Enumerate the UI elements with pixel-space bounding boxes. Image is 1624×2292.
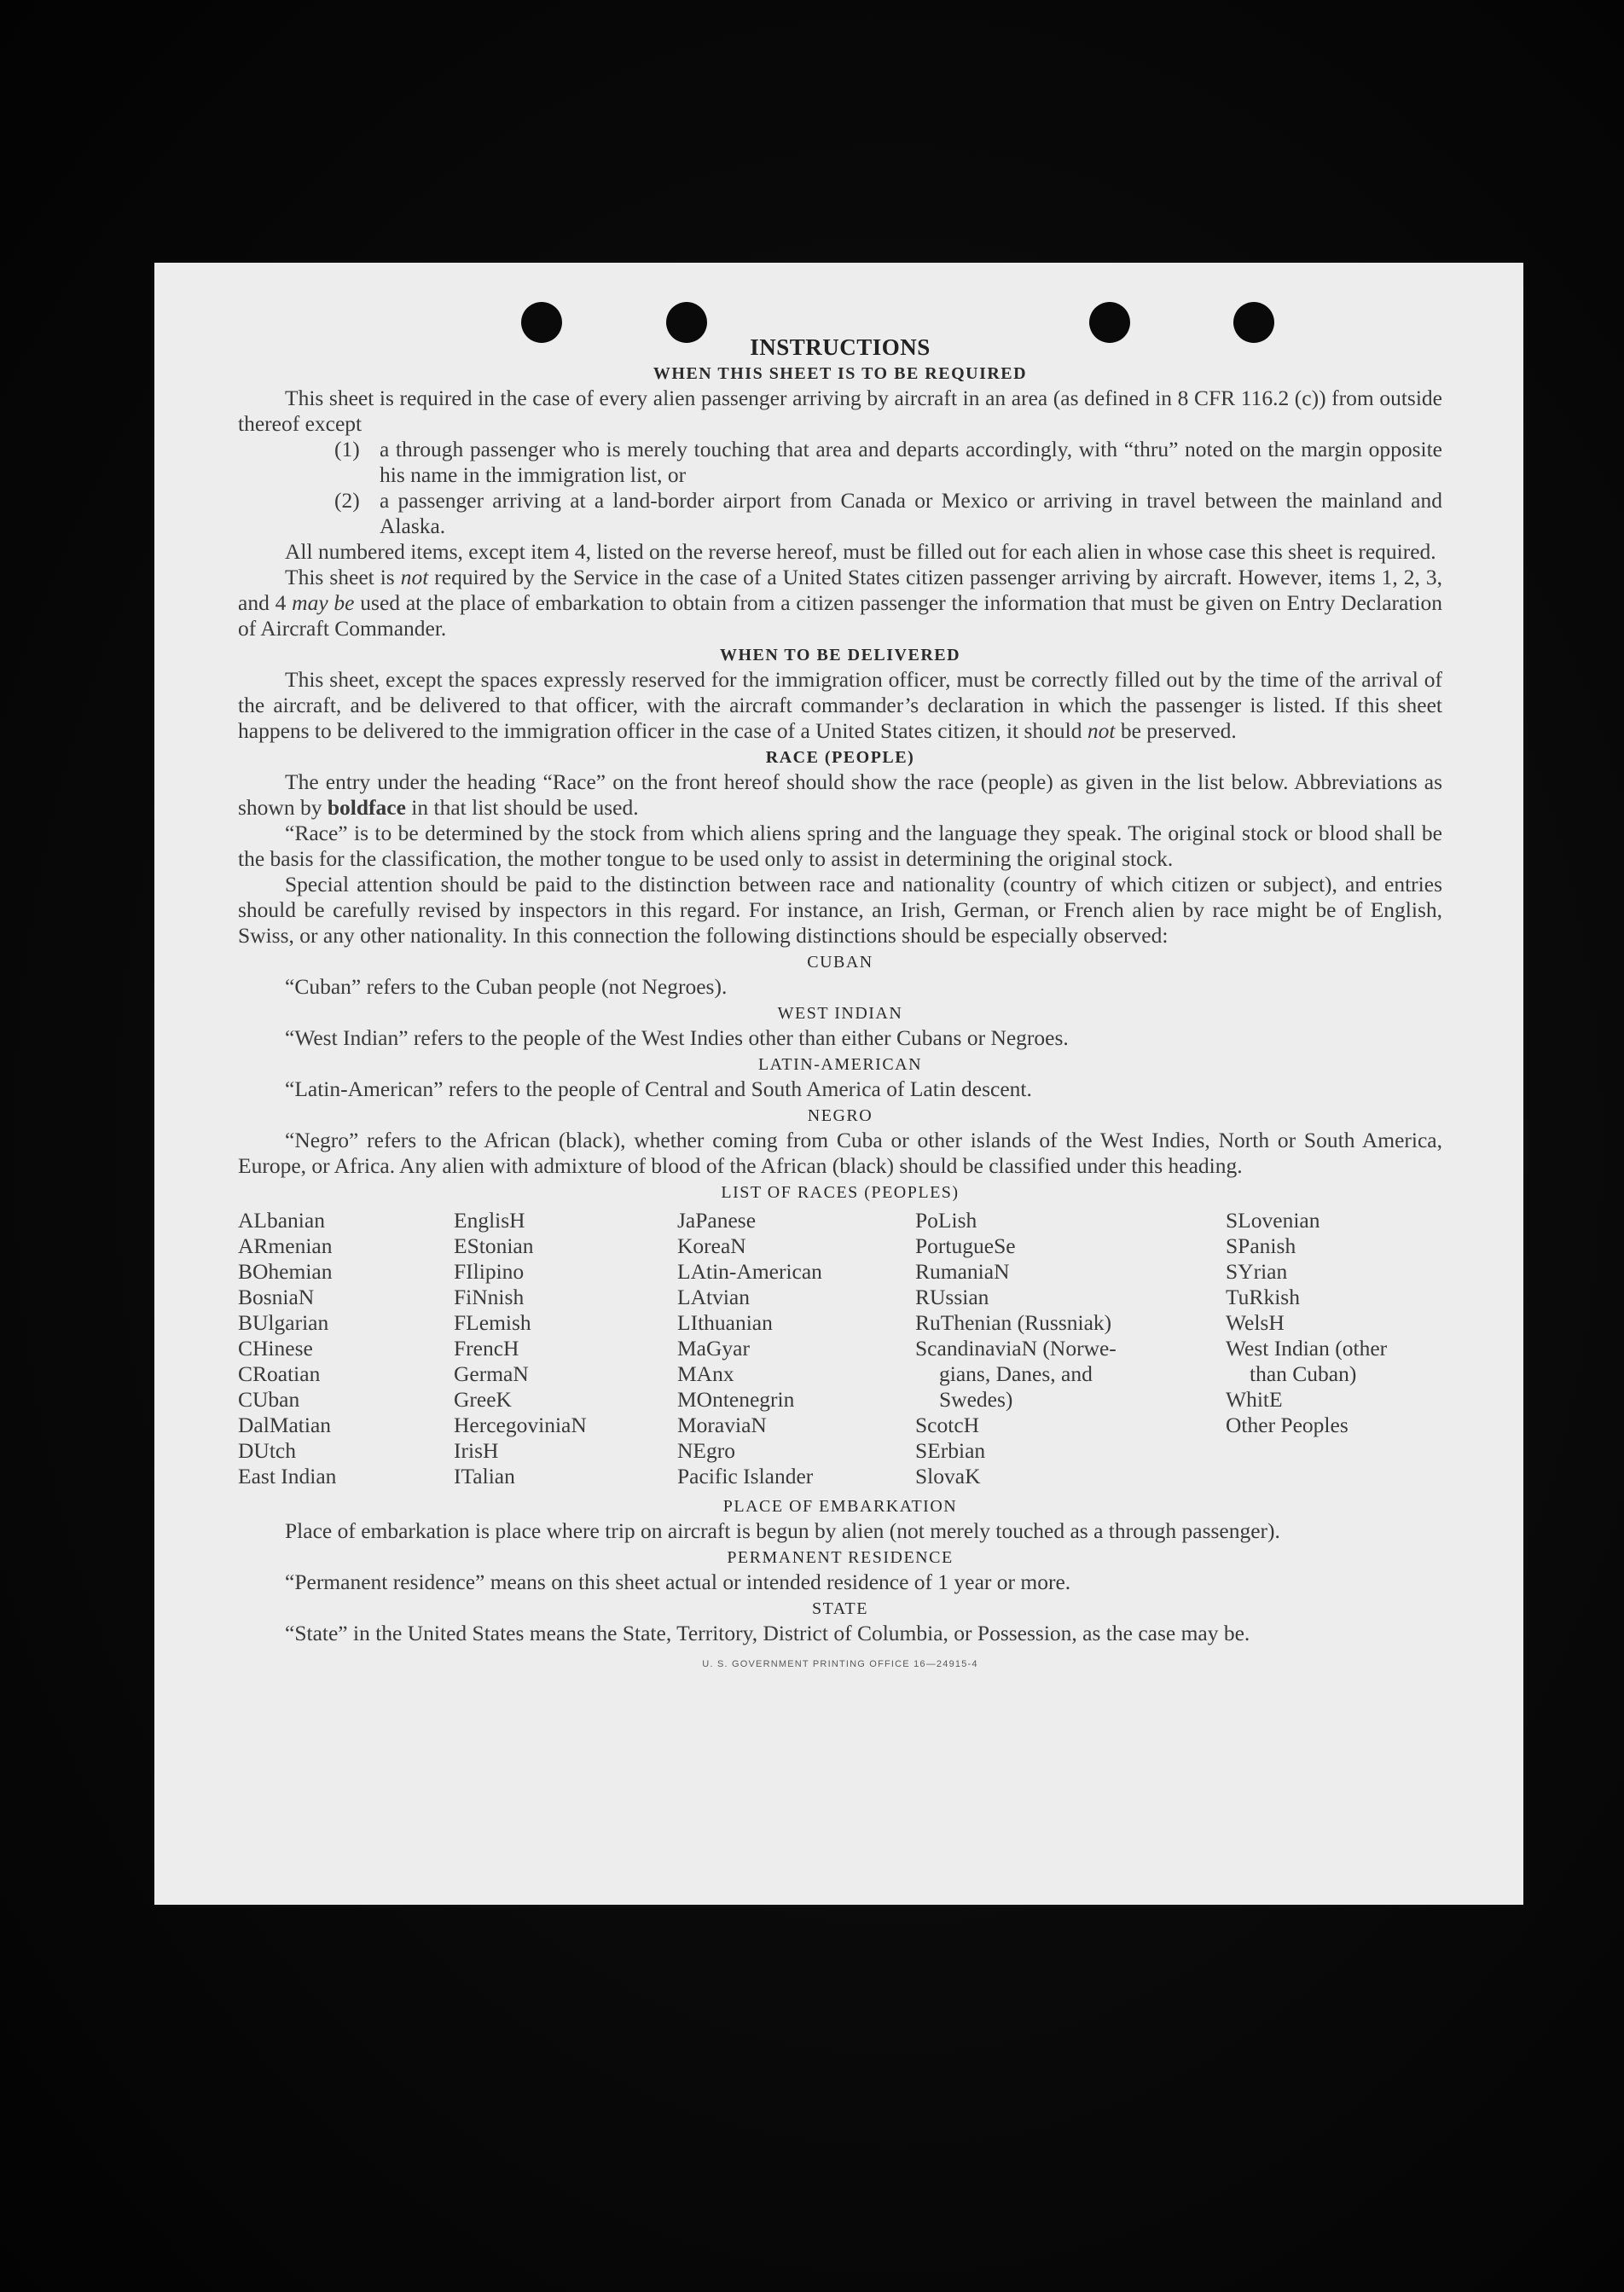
paragraph: “Negro” refers to the African (black), whether coming from Cuba or other islands of the West Indies, North or South America, Europe, or Africa. Any alien with admixture of blood of the African (black) should be classified under this heading. xyxy=(238,1128,1442,1178)
exception-item-2 xyxy=(238,488,1442,539)
list-item: EnglisH xyxy=(454,1208,525,1233)
list-item: DalMatian xyxy=(238,1413,332,1437)
heading-negro: NEGRO xyxy=(807,1106,873,1125)
list-item: RumaniaN xyxy=(915,1259,1010,1284)
race-list xyxy=(238,1208,1442,1489)
list-item: MAnx xyxy=(677,1361,734,1386)
paragraph: Place of embarkation is place where trip on aircraft is begun by alien (not merely touched as a through passenger). xyxy=(285,1518,1280,1543)
paragraph: Special attention should be paid to the distinction between race and nationality (country of which citizen or subject), and entries should be carefully revised by inspectors in this regard. For instance, an Irish, German, or French alien by race might be of English, Swiss, or any other nationality. In this connection the following distinctions should be especially observed: xyxy=(238,872,1442,948)
list-item: FIlipino xyxy=(454,1259,525,1284)
list-item: WhitE xyxy=(1226,1387,1283,1412)
list-item: MOntenegrin xyxy=(677,1387,795,1412)
paragraph: “State” in the United States means the State, Territory, District of Columbia, or Possession, as the case may be. xyxy=(285,1621,1250,1645)
list-item: TuRkish xyxy=(1226,1285,1300,1309)
list-item: SYrian xyxy=(1226,1259,1288,1284)
list-item: ITalian xyxy=(454,1464,515,1488)
paragraph: The entry under the heading “Race” on the front hereof should show the race (people) as given in the list below. Abbreviations as shown by boldface in that list should be used. xyxy=(238,769,1442,820)
race-column-1 xyxy=(238,1208,454,1489)
list-item: LAtin-American xyxy=(677,1259,822,1284)
list-item: FrencH xyxy=(454,1336,519,1361)
list-item: ScotcH xyxy=(915,1413,980,1437)
paragraph: “Race” is to be determined by the stock from which aliens spring and the language they speak. The original stock or blood shall be the basis for the classification, the mother tongue to be used only to assist in determining the original stock. xyxy=(238,821,1442,871)
list-item-continued: gians, Danes, and xyxy=(939,1361,1093,1386)
list-item: GermaN xyxy=(454,1361,529,1386)
item-number: (2) xyxy=(334,488,360,513)
list-item: SErbian xyxy=(915,1438,986,1463)
list-item: LAtvian xyxy=(677,1285,750,1309)
list-item: ALbanian xyxy=(238,1208,325,1233)
item-text: a passenger arriving at a land-border airport from Canada or Mexico or arriving in travel between the mainland and Alaska. xyxy=(380,488,1442,538)
item-number: (1) xyxy=(334,437,360,461)
list-item: RuThenian (Russniak) xyxy=(915,1310,1112,1335)
exception-item-1 xyxy=(238,437,1442,488)
paragraph: All numbered items, except item 4, listed on the reverse hereof, must be filled out for each alien in whose case this sheet is required. xyxy=(285,539,1436,564)
race-column-3 xyxy=(677,1208,915,1489)
list-item: WelsH xyxy=(1226,1310,1285,1335)
paragraph: This sheet is not required by the Service in the case of a United States citizen passenger arriving by aircraft. However, items 1, 2, 3, and 4 may be used at the place of embarkation to obtain from a citizen passenger the information that must be given on Entry Declaration of Aircraft Commander. xyxy=(238,565,1442,641)
list-item: IrisH xyxy=(454,1438,499,1463)
paragraph: This sheet, except the spaces expressly reserved for the immigration officer, must be correctly filled out by the time of the arrival of the aircraft, and be delivered to that officer, with the aircraft commander’s declaration in which the passenger is listed. If this sheet happens to be delivered to the immigration officer in the case of a United States citizen, it should not be preserved. xyxy=(238,667,1442,743)
race-column-4 xyxy=(915,1208,1226,1489)
paragraph: This sheet is required in the case of every alien passenger arriving by aircraft in an area (as defined in 8 CFR 116.2 (c)) from outside thereof except xyxy=(238,386,1442,436)
list-item: CUban xyxy=(238,1387,300,1412)
paragraph: “Latin-American” refers to the people of Central and South America of Latin descent. xyxy=(285,1076,1032,1101)
document-title: INSTRUCTIONS xyxy=(750,334,931,360)
paragraph: “West Indian” refers to the people of the West Indies other than either Cubans or Negroes. xyxy=(285,1025,1069,1050)
list-item-continued: than Cuban) xyxy=(1250,1361,1357,1386)
instructions-body xyxy=(238,324,1442,1677)
list-item: BUlgarian xyxy=(238,1310,329,1335)
paragraph: “Cuban” refers to the Cuban people (not Negroes). xyxy=(285,974,728,999)
heading-when-required: WHEN THIS SHEET IS TO BE REQUIRED xyxy=(652,364,1028,383)
list-item: LIthuanian xyxy=(677,1310,773,1335)
heading-race: RACE (PEOPLE) xyxy=(765,748,915,767)
list-item: FiNnish xyxy=(454,1285,525,1309)
instruction-sheet xyxy=(154,263,1523,1905)
list-item: ARmenian xyxy=(238,1233,333,1258)
list-item: Pacific Islander xyxy=(677,1464,814,1488)
heading-permanent-residence: PERMANENT RESIDENCE xyxy=(727,1548,954,1567)
heading-latin-american: LATIN-AMERICAN xyxy=(757,1055,923,1074)
list-item: East Indian xyxy=(238,1464,337,1488)
list-item: West Indian (other xyxy=(1226,1336,1388,1361)
list-item: PoLish xyxy=(915,1208,977,1233)
race-column-5 xyxy=(1226,1208,1442,1489)
printer-imprint: U. S. GOVERNMENT PRINTING OFFICE 16—24915-4 xyxy=(702,1659,978,1669)
list-item: MoraviaN xyxy=(677,1413,767,1437)
list-item: SLovenian xyxy=(1226,1208,1320,1233)
list-item: BOhemian xyxy=(238,1259,333,1284)
list-item: SPanish xyxy=(1226,1233,1296,1258)
list-item: KoreaN xyxy=(677,1233,746,1258)
list-item: DUtch xyxy=(238,1438,296,1463)
heading-when-delivered: WHEN TO BE DELIVERED xyxy=(719,646,961,664)
paragraph: “Permanent residence” means on this sheet actual or intended residence of 1 year or more. xyxy=(285,1570,1071,1594)
list-item: GreeK xyxy=(454,1387,512,1412)
list-item: NEgro xyxy=(677,1438,735,1463)
heading-list-of-races: LIST OF RACES (PEOPLES) xyxy=(721,1183,960,1202)
race-column-2 xyxy=(454,1208,677,1489)
list-item: Other Peoples xyxy=(1226,1413,1348,1437)
list-item: SlovaK xyxy=(915,1464,981,1488)
list-item: PortugueSe xyxy=(915,1233,1016,1258)
list-item: CRoatian xyxy=(238,1361,321,1386)
list-item: HercegoviniaN xyxy=(454,1413,587,1437)
heading-west-indian: WEST INDIAN xyxy=(777,1004,903,1023)
list-item: BosniaN xyxy=(238,1285,315,1309)
heading-cuban: CUBAN xyxy=(807,953,873,972)
list-item: MaGyar xyxy=(677,1336,750,1361)
list-item-continued: Swedes) xyxy=(939,1387,1013,1412)
list-item: CHinese xyxy=(238,1336,313,1361)
list-item: FLemish xyxy=(454,1310,531,1335)
heading-embarkation: PLACE OF EMBARKATION xyxy=(722,1497,958,1516)
item-text: a through passenger who is merely touching that area and departs accordingly, with “thru” noted on the margin opposite his name in the immigration list, or xyxy=(380,437,1442,487)
list-item: EStonian xyxy=(454,1233,534,1258)
heading-state: STATE xyxy=(812,1599,868,1618)
list-item: JaPanese xyxy=(677,1208,757,1233)
list-item: ScandinaviaN (Norwe- xyxy=(915,1336,1116,1361)
list-item: RUssian xyxy=(915,1285,989,1309)
